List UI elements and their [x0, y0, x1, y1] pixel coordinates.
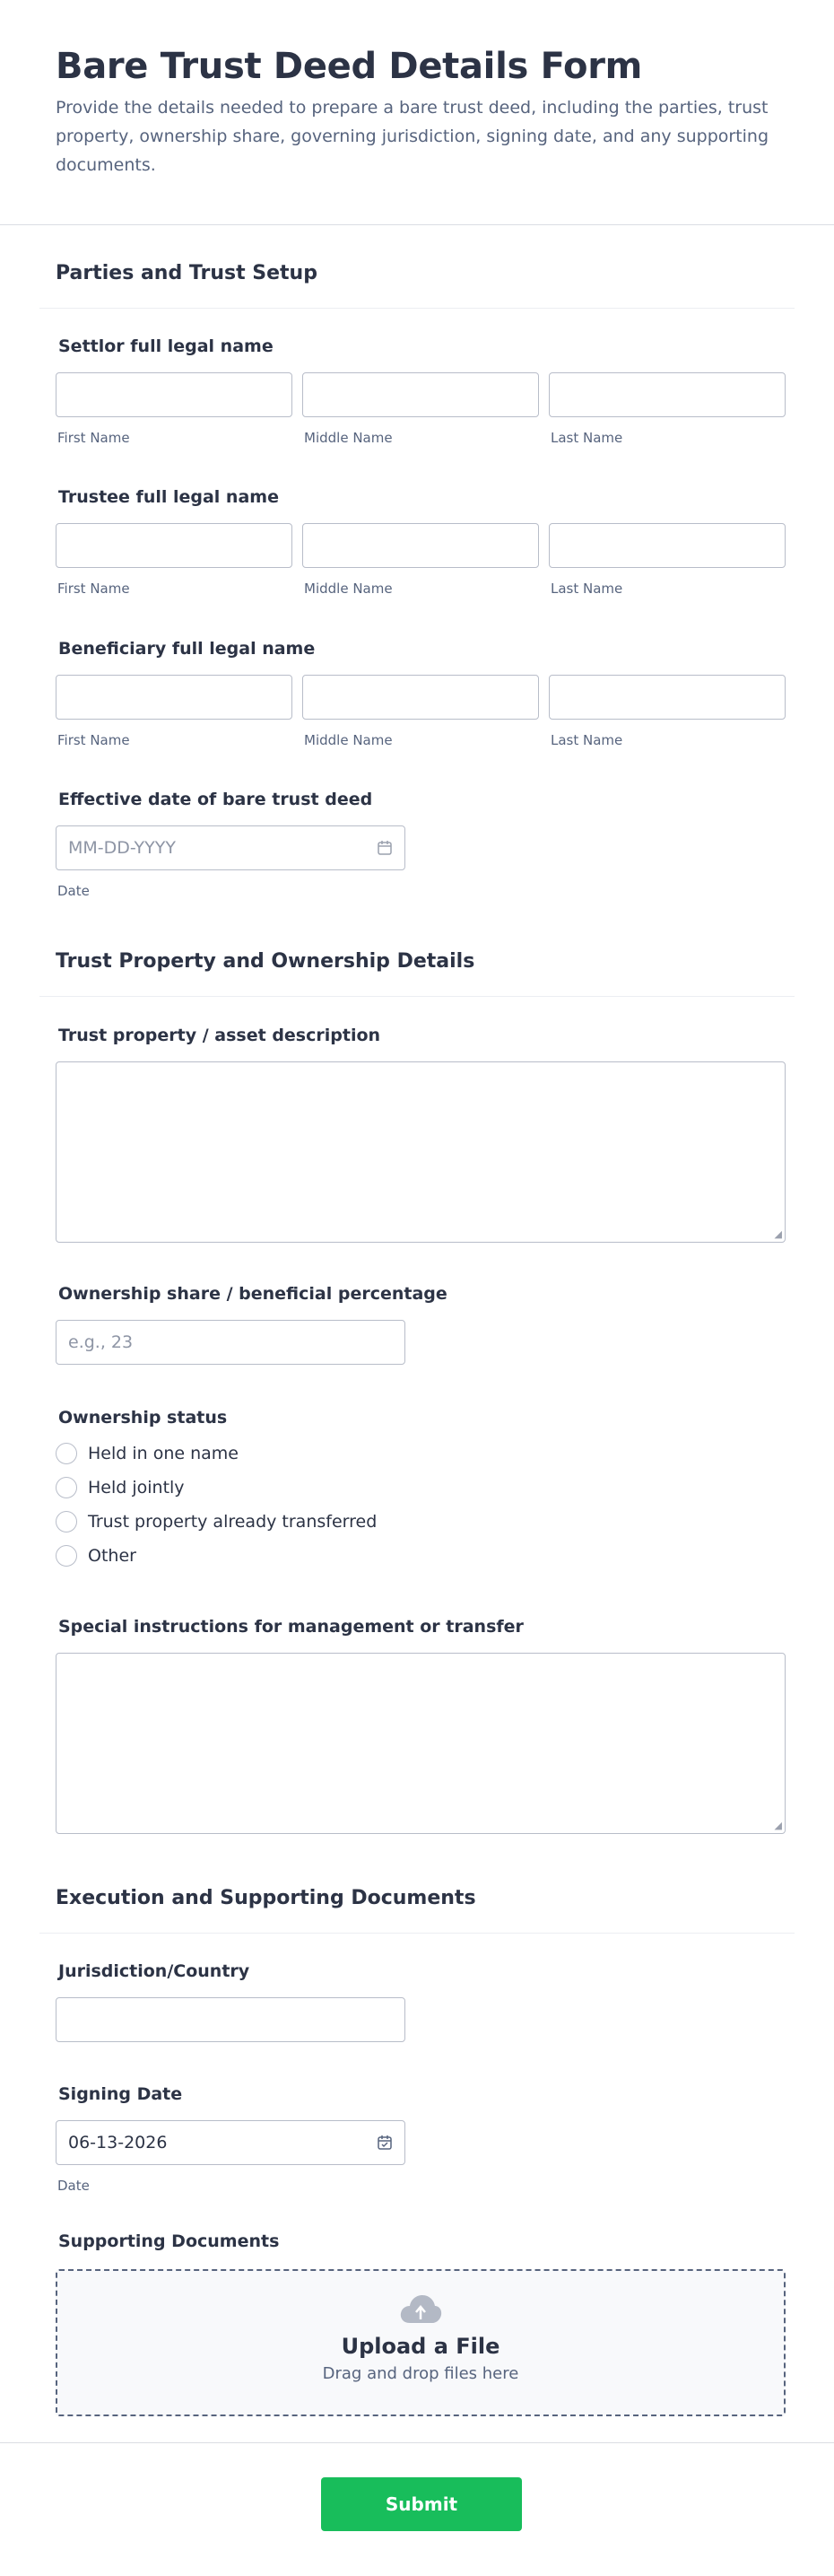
radio-button[interactable] [56, 1443, 77, 1464]
form-subtitle: Provide the details needed to prepare a bare trust deed, including the parties, trust property, ownership share, governing jurisdiction, signing date, and any supporting documents. [56, 98, 769, 175]
first-name-sublabel: First Name [57, 732, 130, 748]
ownership-status-label: Ownership status [58, 1408, 228, 1428]
radio-option-other[interactable] [56, 1539, 377, 1573]
radio-button[interactable] [56, 1477, 77, 1498]
signing-date-sublabel: Date [57, 2178, 90, 2194]
section-title-execution: Execution and Supporting Documents [56, 1887, 476, 1909]
form-header [0, 0, 834, 225]
beneficiary-field [56, 637, 315, 660]
radio-button[interactable] [56, 1545, 77, 1567]
settlor-label: Settlor full legal name [58, 336, 274, 356]
ownership-share-field [56, 1282, 447, 1365]
trustee-first-name-input[interactable] [56, 523, 292, 568]
jurisdiction-input[interactable] [56, 1997, 405, 2042]
trustee-middle-name-input[interactable] [302, 523, 539, 568]
effective-date-sublabel: Date [57, 883, 90, 899]
form-title: Bare Trust Deed Details Form [56, 46, 643, 87]
ownership-status-options [56, 1436, 377, 1573]
first-name-sublabel: First Name [57, 430, 130, 446]
jurisdiction-field [56, 1960, 405, 2042]
section-property [39, 948, 795, 997]
supporting-documents-label: Supporting Documents [58, 2231, 280, 2251]
effective-date-field [56, 788, 405, 899]
settlor-middle-name-input[interactable] [302, 372, 539, 417]
special-instructions-textarea[interactable] [56, 1653, 786, 1834]
resize-handle-icon[interactable]: ◢ [774, 1820, 782, 1831]
beneficiary-name-row [56, 675, 786, 748]
settlor-first-name-input[interactable] [56, 372, 292, 417]
beneficiary-first-name-input[interactable] [56, 675, 292, 720]
radio-label: Held jointly [88, 1478, 185, 1498]
asset-description-field [56, 1024, 786, 1243]
middle-name-sublabel: Middle Name [304, 732, 393, 748]
special-instructions-label: Special instructions for management or transfer [58, 1617, 524, 1637]
resize-handle-icon[interactable]: ◢ [774, 1228, 782, 1240]
trustee-label: Trustee full legal name [58, 487, 279, 507]
upload-title: Upload a File [341, 2334, 500, 2359]
radio-option-already-transferred[interactable] [56, 1505, 377, 1539]
special-instructions-field [56, 1615, 786, 1834]
settlor-name-row [56, 372, 786, 446]
radio-button[interactable] [56, 1511, 77, 1533]
last-name-sublabel: Last Name [551, 732, 623, 748]
signing-date-value: 06-13-2026 [68, 2133, 168, 2152]
beneficiary-last-name-input[interactable] [549, 675, 786, 720]
section-parties [39, 260, 795, 309]
last-name-sublabel: Last Name [551, 581, 623, 597]
trustee-field [56, 485, 279, 509]
radio-option-held-one-name[interactable] [56, 1436, 377, 1471]
file-upload-dropzone[interactable] [56, 2269, 786, 2416]
signing-date-label: Signing Date [58, 2084, 183, 2104]
trustee-last-name-input[interactable] [549, 523, 786, 568]
supporting-documents-field [56, 2230, 279, 2253]
section-title-parties: Parties and Trust Setup [56, 262, 317, 284]
jurisdiction-label: Jurisdiction/Country [58, 1961, 250, 1981]
ownership-status-field [56, 1406, 377, 1573]
cloud-upload-icon [398, 2292, 443, 2327]
section-execution [39, 1885, 795, 1934]
middle-name-sublabel: Middle Name [304, 430, 393, 446]
radio-label: Trust property already transferred [88, 1512, 378, 1532]
effective-date-label: Effective date of bare trust deed [58, 790, 373, 809]
settlor-last-name-input[interactable] [549, 372, 786, 417]
ownership-share-label: Ownership share / beneficial percentage [58, 1284, 447, 1304]
form-footer [0, 2442, 834, 2576]
signing-date-input[interactable] [56, 2120, 405, 2165]
first-name-sublabel: First Name [57, 581, 130, 597]
ownership-share-input[interactable] [56, 1320, 405, 1365]
section-title-property: Trust Property and Ownership Details [56, 950, 475, 973]
submit-button[interactable]: Submit [321, 2477, 522, 2531]
beneficiary-middle-name-input[interactable] [302, 675, 539, 720]
asset-description-textarea[interactable] [56, 1061, 786, 1243]
effective-date-placeholder: MM-DD-YYYY [68, 838, 176, 858]
last-name-sublabel: Last Name [551, 430, 623, 446]
asset-description-label: Trust property / asset description [58, 1026, 381, 1045]
middle-name-sublabel: Middle Name [304, 581, 393, 597]
trustee-name-row [56, 523, 786, 597]
upload-subtitle: Drag and drop files here [322, 2364, 519, 2383]
beneficiary-label: Beneficiary full legal name [58, 639, 316, 659]
calendar-icon[interactable] [377, 840, 393, 856]
signing-date-field [56, 2083, 405, 2194]
radio-option-held-jointly[interactable] [56, 1471, 377, 1505]
radio-label: Held in one name [88, 1444, 239, 1463]
effective-date-input[interactable] [56, 825, 405, 870]
calendar-icon[interactable] [377, 2135, 393, 2151]
settlor-field [56, 335, 274, 358]
radio-label: Other [88, 1546, 136, 1566]
ownership-share-placeholder: e.g., 23 [68, 1332, 134, 1352]
